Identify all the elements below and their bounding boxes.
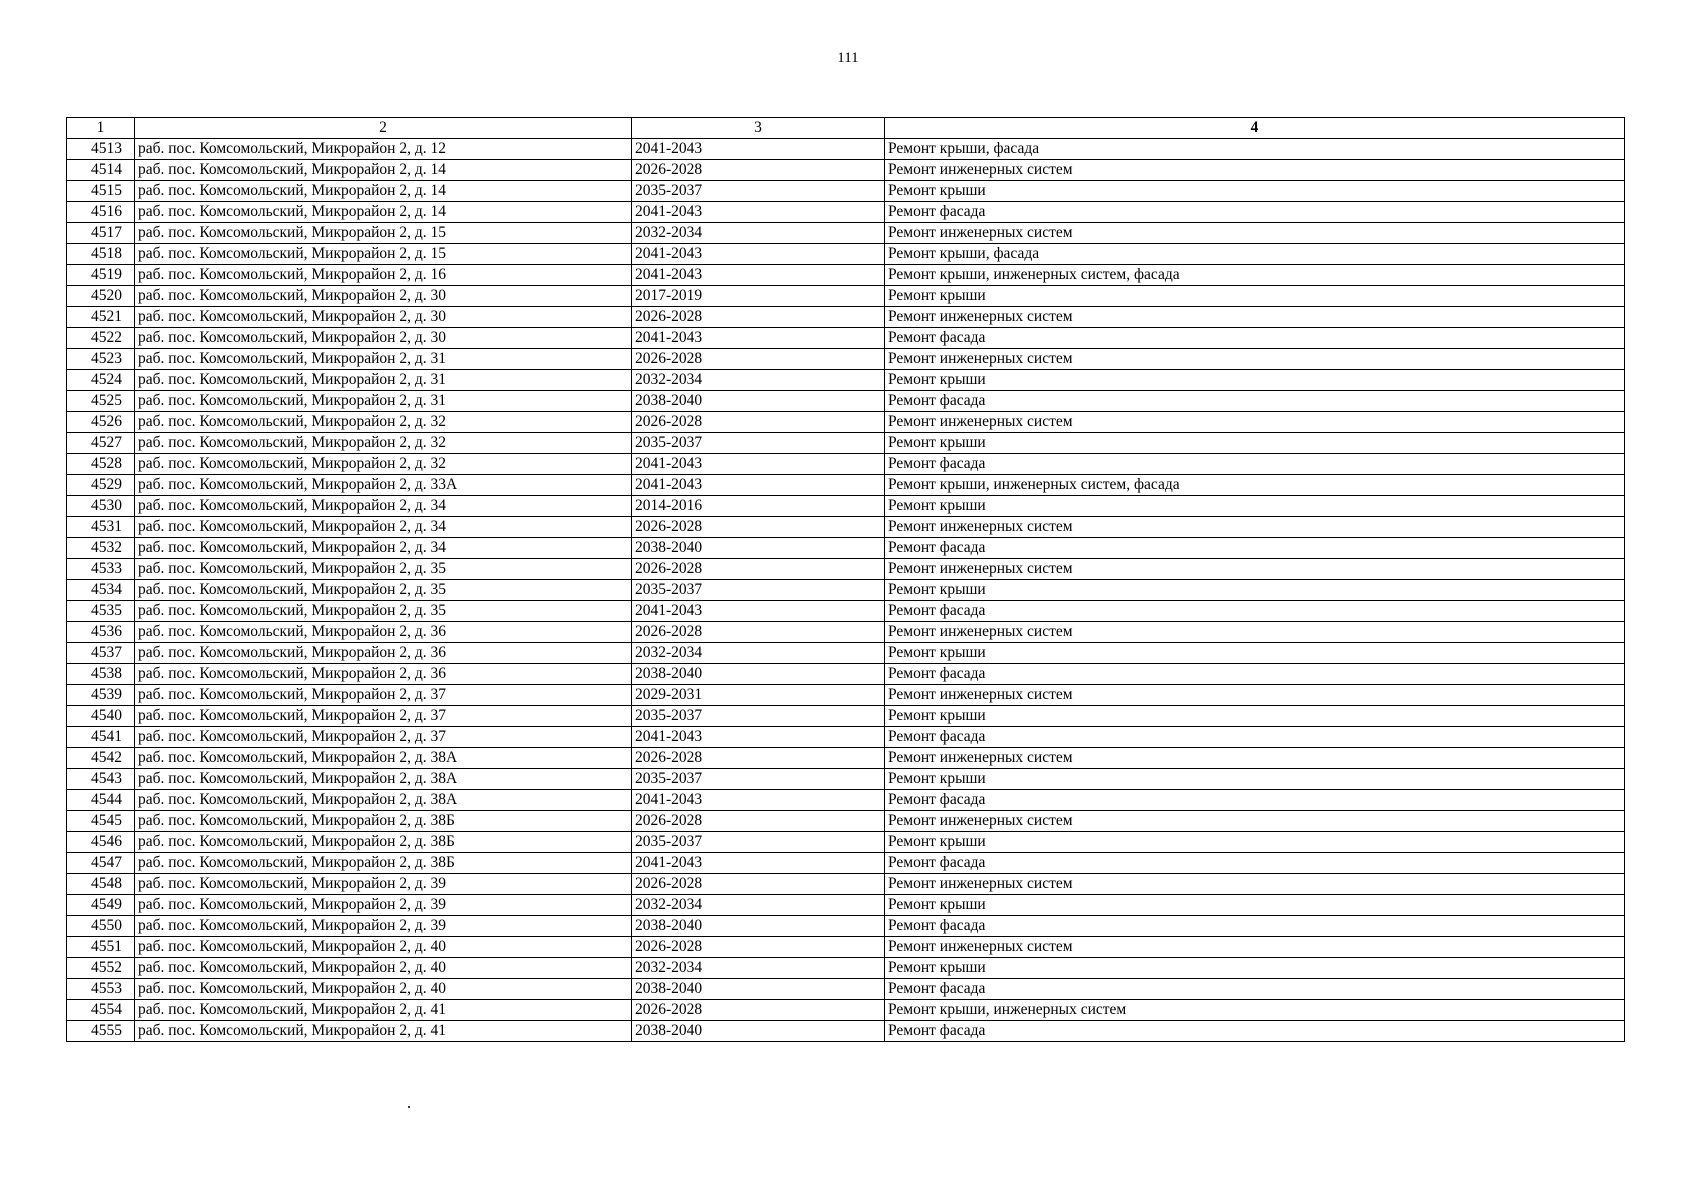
work-type-cell: Ремонт крыши	[885, 832, 1625, 853]
period-cell: 2026-2028	[632, 412, 885, 433]
work-type-cell: Ремонт крыши	[885, 181, 1625, 202]
address-cell: раб. пос. Комсомольский, Микрорайон 2, д. 39	[135, 895, 632, 916]
address-cell: раб. пос. Комсомольский, Микрорайон 2, д. 41	[135, 1000, 632, 1021]
row-number-cell: 4540	[67, 706, 135, 727]
table-row	[67, 601, 1625, 622]
period-cell: 2041-2043	[632, 202, 885, 223]
address-cell: раб. пос. Комсомольский, Микрорайон 2, д. 30	[135, 286, 632, 307]
table-row	[67, 727, 1625, 748]
work-type-cell: Ремонт фасада	[885, 328, 1625, 349]
row-number-cell: 4549	[67, 895, 135, 916]
table-row	[67, 811, 1625, 832]
table-row	[67, 1021, 1625, 1042]
address-cell: раб. пос. Комсомольский, Микрорайон 2, д. 32	[135, 433, 632, 454]
address-cell: раб. пос. Комсомольский, Микрорайон 2, д. 14	[135, 202, 632, 223]
period-cell: 2032-2034	[632, 370, 885, 391]
table-row	[67, 538, 1625, 559]
address-cell: раб. пос. Комсомольский, Микрорайон 2, д. 12	[135, 139, 632, 160]
row-number-cell: 4519	[67, 265, 135, 286]
period-cell: 2038-2040	[632, 664, 885, 685]
table-row	[67, 874, 1625, 895]
table-body	[67, 139, 1625, 1042]
work-type-cell: Ремонт инженерных систем	[885, 559, 1625, 580]
period-cell: 2026-2028	[632, 937, 885, 958]
period-cell: 2026-2028	[632, 307, 885, 328]
work-type-cell: Ремонт инженерных систем	[885, 160, 1625, 181]
row-number-cell: 4536	[67, 622, 135, 643]
table-row	[67, 265, 1625, 286]
work-type-cell: Ремонт инженерных систем	[885, 748, 1625, 769]
table-row	[67, 223, 1625, 244]
period-cell: 2041-2043	[632, 853, 885, 874]
table-row	[67, 664, 1625, 685]
row-number-cell: 4552	[67, 958, 135, 979]
work-type-cell: Ремонт крыши	[885, 496, 1625, 517]
work-type-cell: Ремонт инженерных систем	[885, 874, 1625, 895]
period-cell: 2026-2028	[632, 622, 885, 643]
address-cell: раб. пос. Комсомольский, Микрорайон 2, д. 38Б	[135, 832, 632, 853]
period-cell: 2032-2034	[632, 895, 885, 916]
period-cell: 2041-2043	[632, 265, 885, 286]
row-number-cell: 4514	[67, 160, 135, 181]
work-type-cell: Ремонт крыши, инженерных систем, фасада	[885, 475, 1625, 496]
address-cell: раб. пос. Комсомольский, Микрорайон 2, д. 34	[135, 517, 632, 538]
address-cell: раб. пос. Комсомольский, Микрорайон 2, д. 41	[135, 1021, 632, 1042]
row-number-cell: 4535	[67, 601, 135, 622]
table-row	[67, 370, 1625, 391]
row-number-cell: 4520	[67, 286, 135, 307]
address-cell: раб. пос. Комсомольский, Микрорайон 2, д. 37	[135, 727, 632, 748]
table-row	[67, 979, 1625, 1000]
table-row	[67, 1000, 1625, 1021]
row-number-cell: 4537	[67, 643, 135, 664]
work-type-cell: Ремонт крыши	[885, 433, 1625, 454]
column-header-1: 1	[67, 118, 135, 139]
period-cell: 2032-2034	[632, 958, 885, 979]
address-cell: раб. пос. Комсомольский, Микрорайон 2, д. 32	[135, 454, 632, 475]
row-number-cell: 4545	[67, 811, 135, 832]
address-cell: раб. пос. Комсомольский, Микрорайон 2, д. 36	[135, 664, 632, 685]
work-type-cell: Ремонт крыши	[885, 580, 1625, 601]
period-cell: 2029-2031	[632, 685, 885, 706]
work-type-cell: Ремонт фасада	[885, 979, 1625, 1000]
period-cell: 2041-2043	[632, 328, 885, 349]
row-number-cell: 4541	[67, 727, 135, 748]
period-cell: 2026-2028	[632, 559, 885, 580]
column-header-2: 2	[135, 118, 632, 139]
row-number-cell: 4550	[67, 916, 135, 937]
table-row	[67, 454, 1625, 475]
table-row	[67, 286, 1625, 307]
period-cell: 2032-2034	[632, 223, 885, 244]
address-cell: раб. пос. Комсомольский, Микрорайон 2, д. 15	[135, 223, 632, 244]
table-row	[67, 391, 1625, 412]
work-type-cell: Ремонт инженерных систем	[885, 622, 1625, 643]
row-number-cell: 4532	[67, 538, 135, 559]
table-row	[67, 202, 1625, 223]
address-cell: раб. пос. Комсомольский, Микрорайон 2, д. 16	[135, 265, 632, 286]
table-row	[67, 706, 1625, 727]
table-row	[67, 181, 1625, 202]
table-row	[67, 643, 1625, 664]
period-cell: 2014-2016	[632, 496, 885, 517]
period-cell: 2026-2028	[632, 160, 885, 181]
period-cell: 2032-2034	[632, 643, 885, 664]
period-cell: 2041-2043	[632, 139, 885, 160]
table-row	[67, 916, 1625, 937]
row-number-cell: 4521	[67, 307, 135, 328]
period-cell: 2035-2037	[632, 706, 885, 727]
address-cell: раб. пос. Комсомольский, Микрорайон 2, д. 14	[135, 181, 632, 202]
table-row	[67, 475, 1625, 496]
period-cell: 2026-2028	[632, 349, 885, 370]
address-cell: раб. пос. Комсомольский, Микрорайон 2, д. 38Б	[135, 853, 632, 874]
address-cell: раб. пос. Комсомольский, Микрорайон 2, д. 33А	[135, 475, 632, 496]
address-cell: раб. пос. Комсомольский, Микрорайон 2, д. 30	[135, 328, 632, 349]
period-cell: 2038-2040	[632, 979, 885, 1000]
table-row	[67, 748, 1625, 769]
address-cell: раб. пос. Комсомольский, Микрорайон 2, д. 34	[135, 538, 632, 559]
work-type-cell: Ремонт фасада	[885, 202, 1625, 223]
row-number-cell: 4533	[67, 559, 135, 580]
column-header-4: 4	[885, 118, 1625, 139]
period-cell: 2041-2043	[632, 454, 885, 475]
row-number-cell: 4544	[67, 790, 135, 811]
row-number-cell: 4522	[67, 328, 135, 349]
table-row	[67, 580, 1625, 601]
row-number-cell: 4523	[67, 349, 135, 370]
period-cell: 2035-2037	[632, 433, 885, 454]
table-row	[67, 160, 1625, 181]
address-cell: раб. пос. Комсомольский, Микрорайон 2, д. 40	[135, 979, 632, 1000]
table-row	[67, 622, 1625, 643]
table-row	[67, 895, 1625, 916]
address-cell: раб. пос. Комсомольский, Микрорайон 2, д. 32	[135, 412, 632, 433]
address-cell: раб. пос. Комсомольский, Микрорайон 2, д. 35	[135, 580, 632, 601]
work-type-cell: Ремонт крыши	[885, 769, 1625, 790]
table-row	[67, 853, 1625, 874]
table-row	[67, 328, 1625, 349]
period-cell: 2026-2028	[632, 874, 885, 895]
address-cell: раб. пос. Комсомольский, Микрорайон 2, д. 38Б	[135, 811, 632, 832]
work-type-cell: Ремонт инженерных систем	[885, 685, 1625, 706]
address-cell: раб. пос. Комсомольский, Микрорайон 2, д. 35	[135, 559, 632, 580]
address-cell: раб. пос. Комсомольский, Микрорайон 2, д. 38А	[135, 790, 632, 811]
row-number-cell: 4553	[67, 979, 135, 1000]
address-cell: раб. пос. Комсомольский, Микрорайон 2, д. 39	[135, 916, 632, 937]
period-cell: 2026-2028	[632, 811, 885, 832]
period-cell: 2038-2040	[632, 391, 885, 412]
work-type-cell: Ремонт крыши	[885, 958, 1625, 979]
work-type-cell: Ремонт инженерных систем	[885, 223, 1625, 244]
scan-speck	[408, 1106, 410, 1108]
row-number-cell: 4548	[67, 874, 135, 895]
work-type-cell: Ремонт фасада	[885, 853, 1625, 874]
row-number-cell: 4515	[67, 181, 135, 202]
row-number-cell: 4555	[67, 1021, 135, 1042]
work-type-cell: Ремонт фасада	[885, 1021, 1625, 1042]
work-type-cell: Ремонт фасада	[885, 601, 1625, 622]
row-number-cell: 4531	[67, 517, 135, 538]
work-type-cell: Ремонт крыши, инженерных систем, фасада	[885, 265, 1625, 286]
work-type-cell: Ремонт фасада	[885, 391, 1625, 412]
work-type-cell: Ремонт крыши, инженерных систем	[885, 1000, 1625, 1021]
address-cell: раб. пос. Комсомольский, Микрорайон 2, д. 34	[135, 496, 632, 517]
table-row	[67, 496, 1625, 517]
work-type-cell: Ремонт крыши	[885, 370, 1625, 391]
period-cell: 2035-2037	[632, 181, 885, 202]
period-cell: 2041-2043	[632, 475, 885, 496]
row-number-cell: 4526	[67, 412, 135, 433]
period-cell: 2035-2037	[632, 580, 885, 601]
work-type-cell: Ремонт крыши	[885, 286, 1625, 307]
table-row	[67, 433, 1625, 454]
row-number-cell: 4543	[67, 769, 135, 790]
table-row	[67, 139, 1625, 160]
work-type-cell: Ремонт крыши	[885, 706, 1625, 727]
address-cell: раб. пос. Комсомольский, Микрорайон 2, д. 30	[135, 307, 632, 328]
address-cell: раб. пос. Комсомольский, Микрорайон 2, д. 38А	[135, 769, 632, 790]
period-cell: 2035-2037	[632, 769, 885, 790]
row-number-cell: 4525	[67, 391, 135, 412]
row-number-cell: 4542	[67, 748, 135, 769]
row-number-cell: 4547	[67, 853, 135, 874]
table-row	[67, 937, 1625, 958]
row-number-cell: 4534	[67, 580, 135, 601]
work-type-cell: Ремонт фасада	[885, 790, 1625, 811]
address-cell: раб. пос. Комсомольский, Микрорайон 2, д. 38А	[135, 748, 632, 769]
row-number-cell: 4539	[67, 685, 135, 706]
work-type-cell: Ремонт инженерных систем	[885, 517, 1625, 538]
capital-repair-table	[66, 117, 1625, 1042]
table-row	[67, 958, 1625, 979]
page-number: 111	[837, 50, 859, 66]
table-row	[67, 832, 1625, 853]
row-number-cell: 4518	[67, 244, 135, 265]
table-row	[67, 790, 1625, 811]
work-type-cell: Ремонт фасада	[885, 454, 1625, 475]
row-number-cell: 4516	[67, 202, 135, 223]
row-number-cell: 4524	[67, 370, 135, 391]
period-cell: 2026-2028	[632, 1000, 885, 1021]
period-cell: 2035-2037	[632, 832, 885, 853]
address-cell: раб. пос. Комсомольский, Микрорайон 2, д. 40	[135, 937, 632, 958]
table-row	[67, 307, 1625, 328]
period-cell: 2017-2019	[632, 286, 885, 307]
address-cell: раб. пос. Комсомольский, Микрорайон 2, д. 15	[135, 244, 632, 265]
work-type-cell: Ремонт крыши	[885, 895, 1625, 916]
work-type-cell: Ремонт фасада	[885, 538, 1625, 559]
address-cell: раб. пос. Комсомольский, Микрорайон 2, д. 31	[135, 370, 632, 391]
address-cell: раб. пос. Комсомольский, Микрорайон 2, д. 35	[135, 601, 632, 622]
period-cell: 2041-2043	[632, 601, 885, 622]
work-type-cell: Ремонт крыши	[885, 643, 1625, 664]
row-number-cell: 4513	[67, 139, 135, 160]
table-row	[67, 769, 1625, 790]
row-number-cell: 4528	[67, 454, 135, 475]
table-row	[67, 349, 1625, 370]
address-cell: раб. пос. Комсомольский, Микрорайон 2, д. 14	[135, 160, 632, 181]
period-cell: 2041-2043	[632, 244, 885, 265]
address-cell: раб. пос. Комсомольский, Микрорайон 2, д. 31	[135, 391, 632, 412]
work-type-cell: Ремонт инженерных систем	[885, 307, 1625, 328]
period-cell: 2026-2028	[632, 517, 885, 538]
row-number-cell: 4527	[67, 433, 135, 454]
address-cell: раб. пос. Комсомольский, Микрорайон 2, д. 36	[135, 643, 632, 664]
period-cell: 2026-2028	[632, 748, 885, 769]
period-cell: 2038-2040	[632, 916, 885, 937]
table-row	[67, 517, 1625, 538]
table-row	[67, 685, 1625, 706]
row-number-cell: 4517	[67, 223, 135, 244]
row-number-cell: 4538	[67, 664, 135, 685]
table-row	[67, 559, 1625, 580]
work-type-cell: Ремонт фасада	[885, 664, 1625, 685]
address-cell: раб. пос. Комсомольский, Микрорайон 2, д. 36	[135, 622, 632, 643]
work-type-cell: Ремонт крыши, фасада	[885, 139, 1625, 160]
address-cell: раб. пос. Комсомольский, Микрорайон 2, д. 37	[135, 685, 632, 706]
row-number-cell: 4551	[67, 937, 135, 958]
address-cell: раб. пос. Комсомольский, Микрорайон 2, д. 31	[135, 349, 632, 370]
table-header-row	[67, 118, 1625, 139]
address-cell: раб. пос. Комсомольский, Микрорайон 2, д. 40	[135, 958, 632, 979]
period-cell: 2038-2040	[632, 1021, 885, 1042]
address-cell: раб. пос. Комсомольский, Микрорайон 2, д. 37	[135, 706, 632, 727]
address-cell: раб. пос. Комсомольский, Микрорайон 2, д. 39	[135, 874, 632, 895]
work-type-cell: Ремонт инженерных систем	[885, 349, 1625, 370]
work-type-cell: Ремонт инженерных систем	[885, 811, 1625, 832]
work-type-cell: Ремонт инженерных систем	[885, 937, 1625, 958]
row-number-cell: 4554	[67, 1000, 135, 1021]
work-type-cell: Ремонт крыши, фасада	[885, 244, 1625, 265]
row-number-cell: 4529	[67, 475, 135, 496]
row-number-cell: 4546	[67, 832, 135, 853]
work-type-cell: Ремонт инженерных систем	[885, 412, 1625, 433]
row-number-cell: 4530	[67, 496, 135, 517]
period-cell: 2041-2043	[632, 790, 885, 811]
work-type-cell: Ремонт фасада	[885, 727, 1625, 748]
work-type-cell: Ремонт фасада	[885, 916, 1625, 937]
table-row	[67, 244, 1625, 265]
period-cell: 2038-2040	[632, 538, 885, 559]
table-row	[67, 412, 1625, 433]
column-header-3: 3	[632, 118, 885, 139]
period-cell: 2041-2043	[632, 727, 885, 748]
